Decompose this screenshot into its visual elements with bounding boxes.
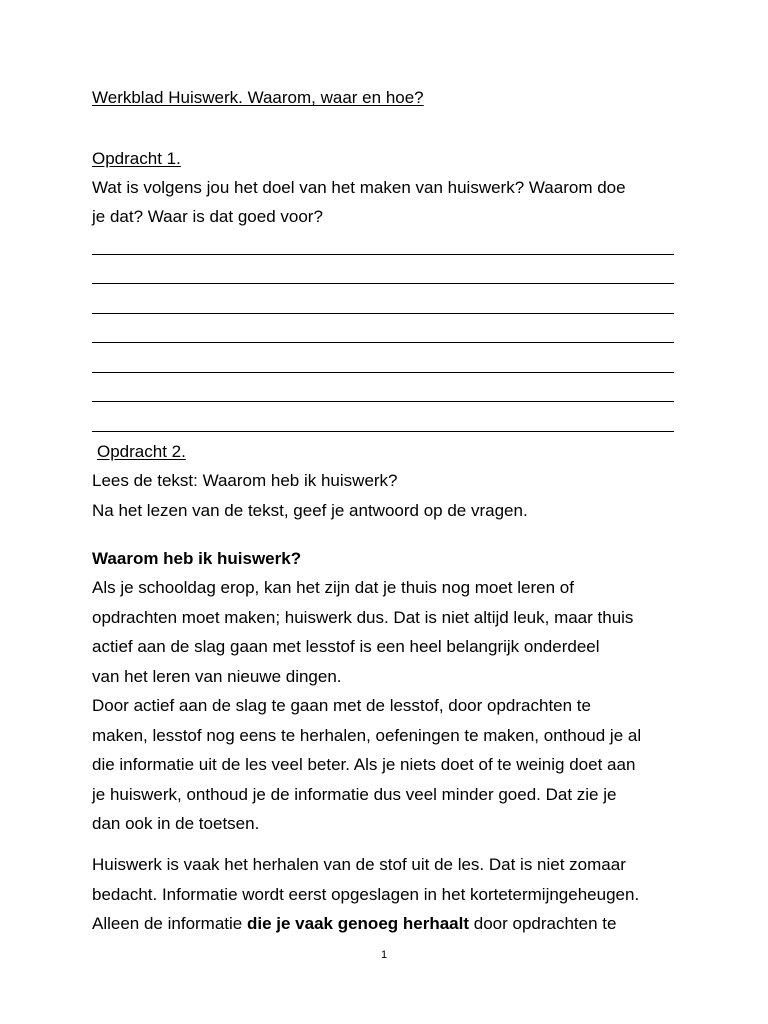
answer-line (92, 254, 674, 255)
article-heading: Waarom heb ik huiswerk? (92, 549, 302, 568)
article-line-mixed (92, 914, 616, 934)
article-line: opdrachten moet maken; huiswerk dus. Dat is niet altijd leuk, maar thuis (92, 608, 634, 627)
answer-line (92, 283, 674, 284)
article-line: van het leren van nieuwe dingen. (92, 667, 342, 686)
opdracht-1-question-line-2: je dat? Waar is dat goed voor? (92, 207, 323, 226)
article-line: die informatie uit de les veel beter. Als je niets doet of te weinig doet aan (92, 755, 636, 774)
opdracht-2-line-1: Lees de tekst: Waarom heb ik huiswerk? (92, 471, 398, 490)
answer-line (92, 431, 674, 432)
text-run: door opdrachten te (469, 914, 617, 933)
opdracht-2-heading: Opdracht 2. (97, 442, 186, 461)
article-line: Door actief aan de slag te gaan met de lesstof, door opdrachten te (92, 696, 591, 715)
article-line: je huiswerk, onthoud je de informatie dus veel minder goed. Dat zie je (92, 785, 617, 804)
bold-emphasis: die je vaak genoeg herhaalt (246, 914, 470, 933)
page-number: 1 (380, 949, 388, 961)
text-run: Alleen de informatie (92, 914, 247, 933)
article-line: bedacht. Informatie wordt eerst opgeslagen in het kortetermijngeheugen. (92, 885, 640, 904)
answer-line (92, 401, 674, 402)
article-line: maken, lesstof nog eens te herhalen, oefeningen te maken, onthoud je al (92, 726, 642, 745)
answer-line (92, 313, 674, 314)
article-line: dan ook in de toetsen. (92, 814, 260, 833)
worksheet-title: Werkblad Huiswerk. Waarom, waar en hoe? (92, 88, 424, 107)
opdracht-1-question-line-1: Wat is volgens jou het doel van het maken van huiswerk? Waarom doe (92, 178, 626, 197)
opdracht-2-line-2: Na het lezen van de tekst, geef je antwoord op de vragen. (92, 501, 528, 520)
article-line: Huiswerk is vaak het herhalen van de stof uit de les. Dat is niet zomaar (92, 855, 626, 874)
article-line: Als je schooldag erop, kan het zijn dat je thuis nog moet leren of (92, 578, 574, 597)
opdracht-1-heading: Opdracht 1. (92, 149, 181, 168)
answer-line (92, 372, 674, 373)
answer-line (92, 342, 674, 343)
article-line: actief aan de slag gaan met lesstof is een heel belangrijk onderdeel (92, 637, 600, 656)
